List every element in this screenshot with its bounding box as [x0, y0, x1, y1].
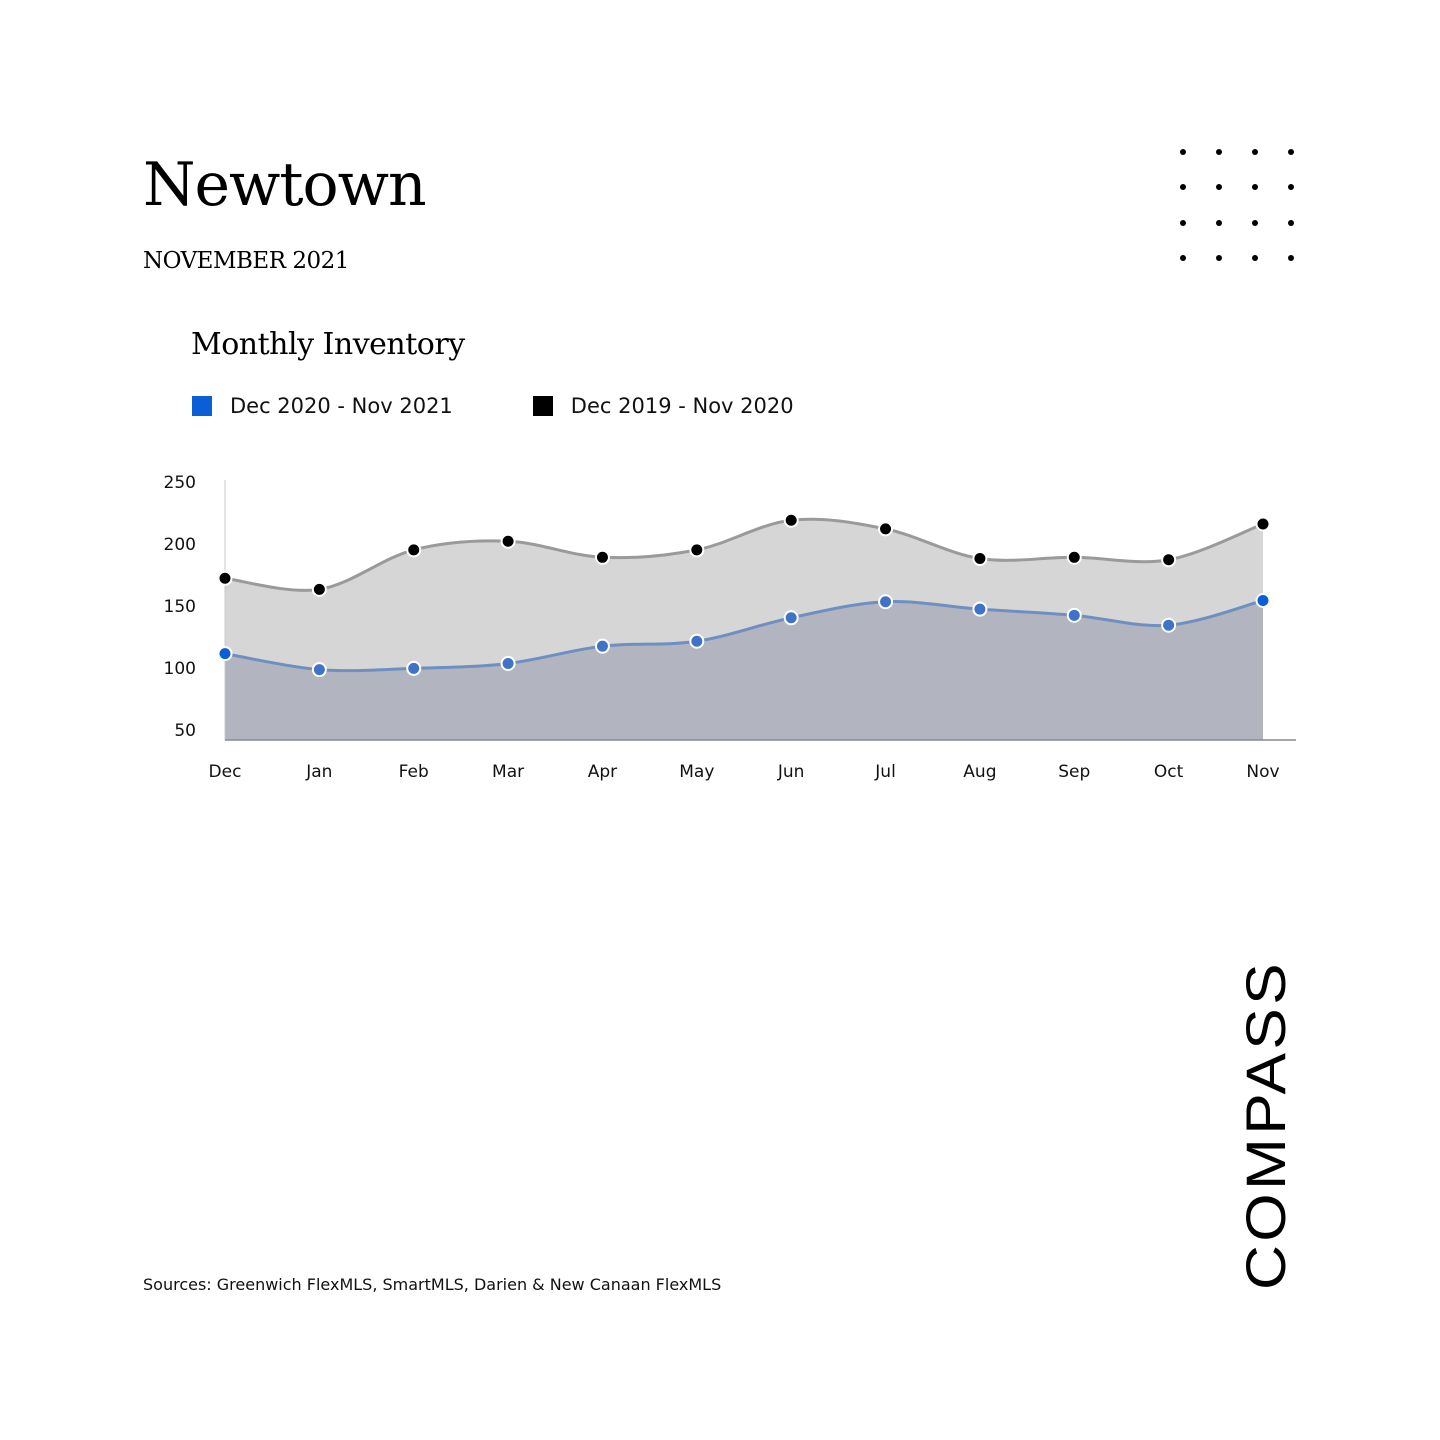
x-tick-label-jan: Jan — [306, 762, 333, 782]
data-point-current-sep — [1068, 609, 1081, 622]
page-title: Newtown — [143, 150, 426, 220]
data-point-previous-jul — [879, 522, 892, 535]
compass-logo — [1234, 955, 1297, 1295]
series-line-previous — [225, 519, 1263, 590]
sources-note: Sources: Greenwich FlexMLS, SmartMLS, Darien & New Canaan FlexMLS — [143, 1275, 722, 1294]
series-area-current — [225, 601, 1263, 740]
x-tick-label-mar: Mar — [492, 762, 525, 782]
data-point-current-nov — [1257, 594, 1270, 607]
data-point-current-feb — [407, 662, 420, 675]
report-date: NOVEMBER 2021 — [143, 248, 349, 274]
data-point-previous-apr — [596, 551, 609, 564]
data-point-current-dec — [219, 647, 232, 660]
data-point-current-oct — [1162, 619, 1175, 632]
x-tick-label-dec: Dec — [208, 762, 242, 782]
y-tick-label-100: 100 — [163, 659, 196, 679]
legend-item-previous — [533, 394, 794, 418]
data-point-previous-jun — [785, 514, 798, 527]
series-area-previous — [225, 519, 1263, 740]
y-tick-label-250: 250 — [163, 473, 196, 493]
data-point-previous-nov — [1257, 517, 1270, 530]
x-tick-label-feb: Feb — [398, 762, 429, 782]
data-point-current-jan — [313, 663, 326, 676]
x-tick-label-jun: Jun — [777, 762, 805, 782]
legend-swatch-previous — [533, 396, 553, 416]
data-point-current-jun — [785, 611, 798, 624]
x-tick-label-sep: Sep — [1058, 762, 1091, 782]
data-point-previous-oct — [1162, 553, 1175, 566]
decorative-dot-grid — [1176, 145, 1296, 265]
data-point-current-aug — [973, 603, 986, 616]
x-tick-label-jul: Jul — [875, 762, 896, 782]
data-point-previous-may — [690, 543, 703, 556]
data-point-previous-jan — [313, 583, 326, 596]
data-point-previous-feb — [407, 543, 420, 556]
svg-text:COMPASS: COMPASS — [1234, 993, 1297, 1290]
data-point-current-apr — [596, 640, 609, 653]
x-tick-label-nov: Nov — [1246, 762, 1280, 782]
x-tick-label-oct: Oct — [1153, 762, 1184, 782]
legend-item-current — [192, 394, 453, 418]
data-point-previous-sep — [1068, 551, 1081, 564]
data-point-current-may — [690, 635, 703, 648]
legend-label-previous: Dec 2019 - Nov 2020 — [570, 394, 794, 418]
data-point-current-mar — [502, 657, 515, 670]
legend-label-current: Dec 2020 - Nov 2021 — [230, 394, 453, 418]
x-tick-label-may: May — [679, 762, 715, 782]
y-tick-label-150: 150 — [163, 597, 196, 617]
x-tick-label-apr: Apr — [587, 762, 618, 782]
chart-title: Monthly Inventory — [191, 327, 465, 362]
data-point-previous-dec — [219, 572, 232, 585]
legend-swatch-current — [192, 396, 212, 416]
series-line-current — [225, 601, 1263, 671]
data-point-previous-aug — [973, 552, 986, 565]
chart-legend — [192, 394, 874, 418]
y-tick-label-50: 50 — [174, 721, 196, 741]
data-point-previous-mar — [502, 535, 515, 548]
x-tick-label-aug: Aug — [963, 762, 997, 782]
data-point-current-jul — [879, 595, 892, 608]
y-tick-label-200: 200 — [163, 535, 196, 555]
